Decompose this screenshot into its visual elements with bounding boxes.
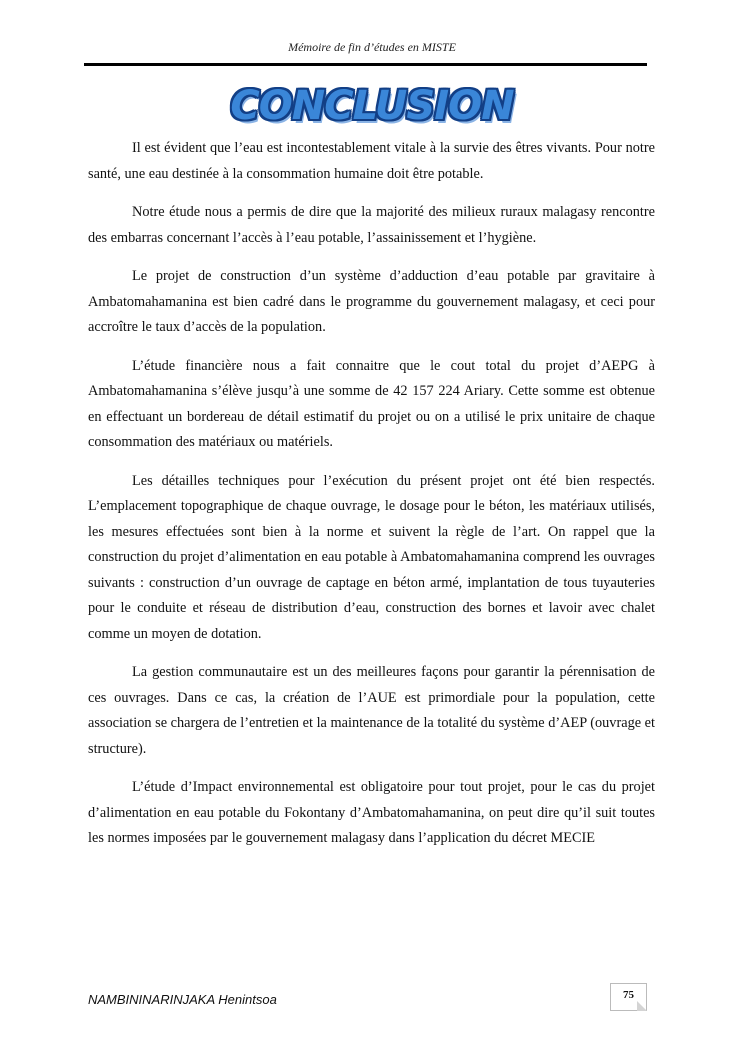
page-title: CONCLUSION	[230, 83, 514, 129]
page-number-box	[610, 983, 647, 1011]
page-number: 75	[623, 989, 634, 1001]
running-header: Mémoire de fin d’études en MISTE	[288, 40, 456, 54]
paragraph-6: La gestion communautaire est un des meilleures façons pour garantir la pérennisation de ces ouvrages. Dans ce cas, la création de l’AUE est primordiale pour la population, cette association se chargera de l’entretien et la maintenance de la totalité du système d’AEP (ouvrage et structure).	[88, 664, 655, 757]
footer-author: NAMBININARINJAKA Henintsoa	[88, 992, 277, 1007]
paragraph-5: Les détailles techniques pour l’exécution du présent projet ont été bien respectés. L’emplacement topographique de chaque ouvrage, le dosage pour le béton, les matériaux utilisés, les mesures effectuées sont bien à la norme et suivent la règle de l’art. On rappel que la construction du projet d’alimentation en eau potable à Ambatomahamanina comprend les ouvrages suivants : construction d’un ouvrage de captage en béton armé, implantation de tous tuyauteries pour le conduite et réseau de distribution d’eau, construction des bornes et lavoir avec chalet comme un moyen de dotation.	[88, 472, 655, 642]
body-text	[88, 136, 655, 865]
paragraph-4: L’étude financière nous a fait connaitre que le cout total du projet d’AEPG à Ambatomahamanina s’élève jusqu’à une somme de 42 157 224 Ariary. Cette somme est obtenue en effectuant un bordereau de détail estimatif du projet ou on a utilisé le prix unitaire de chaque consommation des matériaux ou matériels.	[88, 357, 655, 450]
paragraph-1: Il est évident que l’eau est incontestablement vitale à la survie des êtres vivants. Pour notre santé, une eau destinée à la consommation humaine doit être potable.	[88, 140, 655, 182]
paragraph-3: Le projet de construction d’un système d’adduction d’eau potable par gravitaire à Ambatomahamanina est bien cadré dans le programme du gouvernement malagasy, et ceci pour accroître le taux d’accès de la population.	[88, 268, 655, 335]
header-rule	[84, 63, 647, 66]
paragraph-7: L’étude d’Impact environnemental est obligatoire pour tout projet, pour le cas du projet d’alimentation en eau potable du Fokontany d’Ambatomahamanina, on peut dire qu’il suit toutes les normes imposées par le gouvernement malagasy dans l’application du décret MECIE	[88, 779, 655, 846]
page-curl-decoration	[637, 1001, 647, 1011]
paragraph-2: Notre étude nous a permis de dire que la majorité des milieux ruraux malagasy rencontre des embarras concernant l’accès à l’eau potable, l’assainissement et l’hygiène.	[88, 204, 655, 246]
